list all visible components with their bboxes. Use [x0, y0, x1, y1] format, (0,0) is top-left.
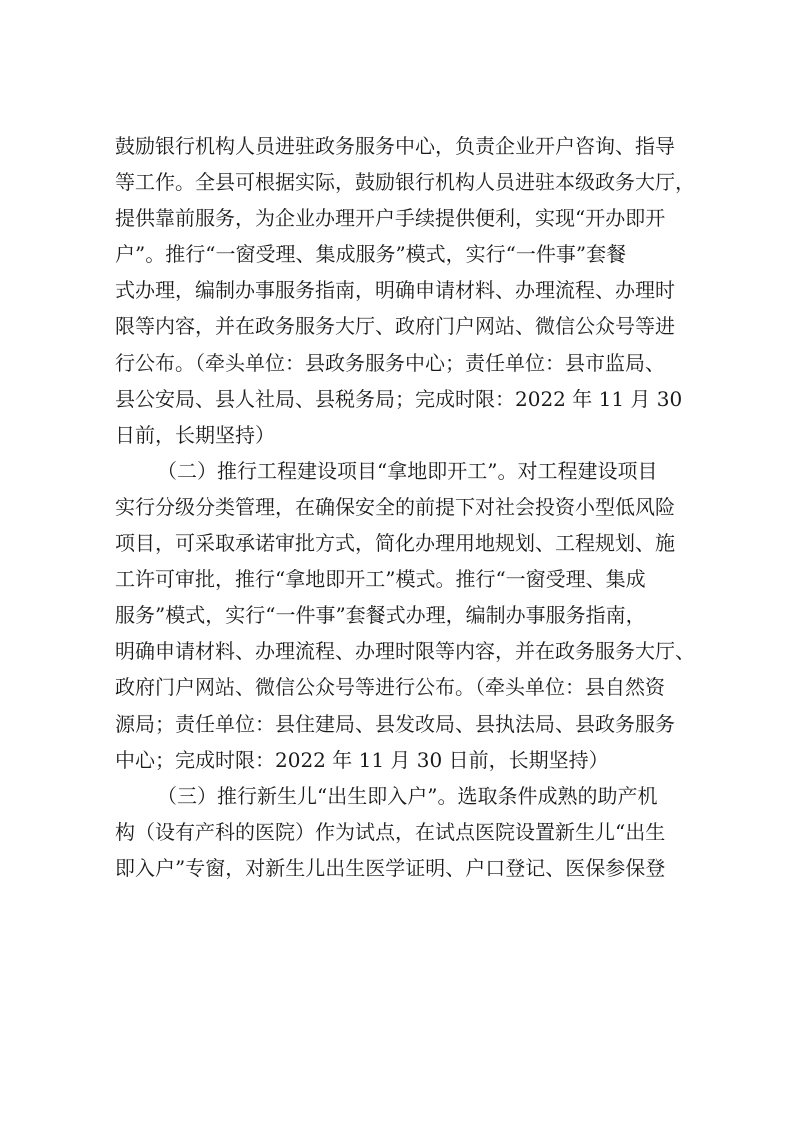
text-line: 行公布。（牵头单位：县政务服务中心；责任单位：县市监局、	[115, 350, 665, 375]
text-line: （二）推行工程建设项目“拿地即开工”。对工程建设项目	[157, 458, 658, 483]
text-line: 工许可审批，推行“拿地即开工”模式。推行“一窗受理、集成	[115, 567, 646, 592]
text-line: 项目，可采取承诺审批方式，简化办理用地规划、工程规划、施	[115, 531, 675, 556]
text-line: 日前，长期坚持）	[115, 422, 275, 447]
text-line: 即入户”专窗，对新生儿出生医学证明、户口登记、医保参保登	[115, 855, 666, 880]
text-line: （三）推行新生儿“出生即入户”。选取条件成熟的助产机	[157, 783, 658, 808]
text-line: 实行分级分类管理，在确保安全的前提下对社会投资小型低风险	[115, 494, 675, 519]
text-line: 户”。推行“一窗受理、集成服务”模式，实行“一件事”套餐	[115, 242, 627, 267]
text-line: 源局；责任单位：县住建局、县发改局、县执法局、县政务服务	[115, 711, 675, 736]
text-line: 式办理，编制办事服务指南，明确申请材料、办理流程、办理时	[115, 278, 675, 303]
text-line: 明确申请材料、办理流程、办理时限等内容，并在政务服务大厅、	[115, 639, 695, 664]
text-line: 等工作。全县可根据实际，鼓励银行机构人员进驻本级政务大厅，	[115, 170, 695, 195]
text-line: 构（设有产科的医院）作为试点，在试点医院设置新生儿“出生	[115, 819, 666, 844]
text-line: 县公安局、县人社局、县税务局；完成时限：2022 年 11 月 30	[115, 386, 683, 411]
text-line: 提供靠前服务，为企业办理开户手续提供便利，实现“开办即开	[115, 206, 666, 231]
text-line: 中心；完成时限：2022 年 11 月 30 日前，长期坚持）	[115, 747, 609, 772]
text-line: 鼓励银行机构人员进驻政务服务中心，负责企业开户咨询、指导	[115, 134, 675, 158]
text-line: 服务”模式，实行“一件事”套餐式办理，编制办事服务指南，	[115, 603, 646, 628]
text-line: 限等内容，并在政务服务大厅、政府门户网站、微信公众号等进	[115, 314, 675, 339]
body-text	[115, 128, 715, 886]
text-line: 政府门户网站、微信公众号等进行公布。（牵头单位：县自然资	[115, 675, 665, 700]
